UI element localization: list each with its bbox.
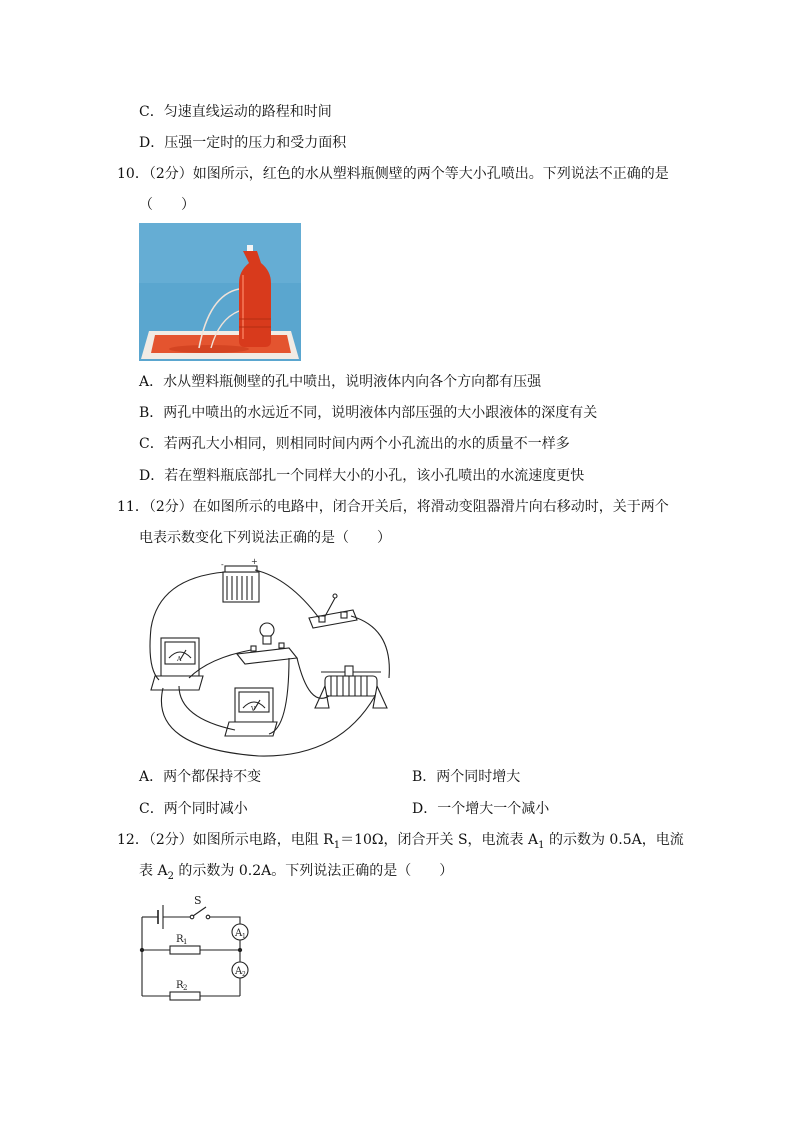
svg-text:-: - <box>221 560 224 569</box>
q10-stem-line2: （ ） <box>139 197 195 213</box>
battery-symbol <box>158 905 163 929</box>
ammeter-icon <box>151 638 203 690</box>
q10-stem-line1: 10．（2分）如图所示，红色的水从塑料瓶侧壁的两个等大小孔喷出。下列说法不正确的是 <box>117 166 669 182</box>
voltmeter-label: V <box>251 706 256 713</box>
q12-stem-line1: 12．（2分）如图所示电路，电阻 $R_1=10\Omega$，闭合开关 S，电流表 $A_1$ 的示数为 0.5A，电流 <box>117 832 684 851</box>
q10-option-c: C．若两孔大小相同，则相同时间内两个小孔流出的水的质量不一样多 <box>139 436 570 452</box>
q12-stem-line2: 表 $A_2$ 的示数为 0.2A。下列说法正确的是（ ） <box>139 863 454 882</box>
ammeter-a1-symbol <box>232 924 248 940</box>
svg-text:1: 1 <box>183 938 188 946</box>
q9-option-c: C．匀速直线运动的路程和时间 <box>139 104 332 120</box>
resistor-r1-symbol <box>170 946 200 954</box>
battery-icon <box>221 558 259 602</box>
circuit-diagram <box>136 892 254 1004</box>
resistor-r2-label: R <box>176 980 184 991</box>
svg-text:+: + <box>251 558 258 566</box>
svg-text:2: 2 <box>242 971 246 978</box>
ammeter-a2-symbol <box>232 962 248 978</box>
switch-symbol <box>190 907 210 919</box>
q11-option-a: A．两个都保持不变 <box>139 769 262 785</box>
svg-text:2: 2 <box>183 984 188 992</box>
svg-text:1: 1 <box>242 933 246 940</box>
q11-option-d: D．一个增大一个减小 <box>412 801 550 817</box>
svg-text:A: A <box>235 928 243 939</box>
q11-stem-line1: 11．（2分）在如图所示的电路中，闭合开关后，将滑动变阻器滑片向右移动时，关于两个 <box>117 499 669 515</box>
q11-option-c: C．两个同时减小 <box>139 801 248 817</box>
resistor-r2-symbol <box>170 992 200 1000</box>
voltmeter-icon <box>225 688 277 736</box>
knife-switch-icon <box>309 594 357 628</box>
q11-stem-line2: 电表示数变化下列说法正确的是（ ） <box>139 530 391 546</box>
q9-option-d: D．压强一定时的压力和受力面积 <box>139 135 347 151</box>
switch-label: S <box>194 894 202 907</box>
svg-text:A: A <box>235 966 243 977</box>
q11-option-b: B．两个同时增大 <box>412 769 521 785</box>
rheostat-icon <box>315 666 387 708</box>
bottle-photo <box>139 223 301 361</box>
ammeter-label: A <box>177 656 182 663</box>
resistor-r1-label: R <box>176 934 184 945</box>
q10-option-a: A．水从塑料瓶侧壁的孔中喷出，说明液体内向各个方向都有压强 <box>139 374 542 390</box>
circuit-apparatus-drawing <box>139 558 395 760</box>
bulb-icon <box>237 623 297 664</box>
q10-option-d: D．若在塑料瓶底部扎一个同样大小的小孔，该小孔喷出的水流速度更快 <box>139 468 585 484</box>
q10-option-b: B．两孔中喷出的水远近不同，说明液体内部压强的大小跟液体的深度有关 <box>139 405 598 421</box>
